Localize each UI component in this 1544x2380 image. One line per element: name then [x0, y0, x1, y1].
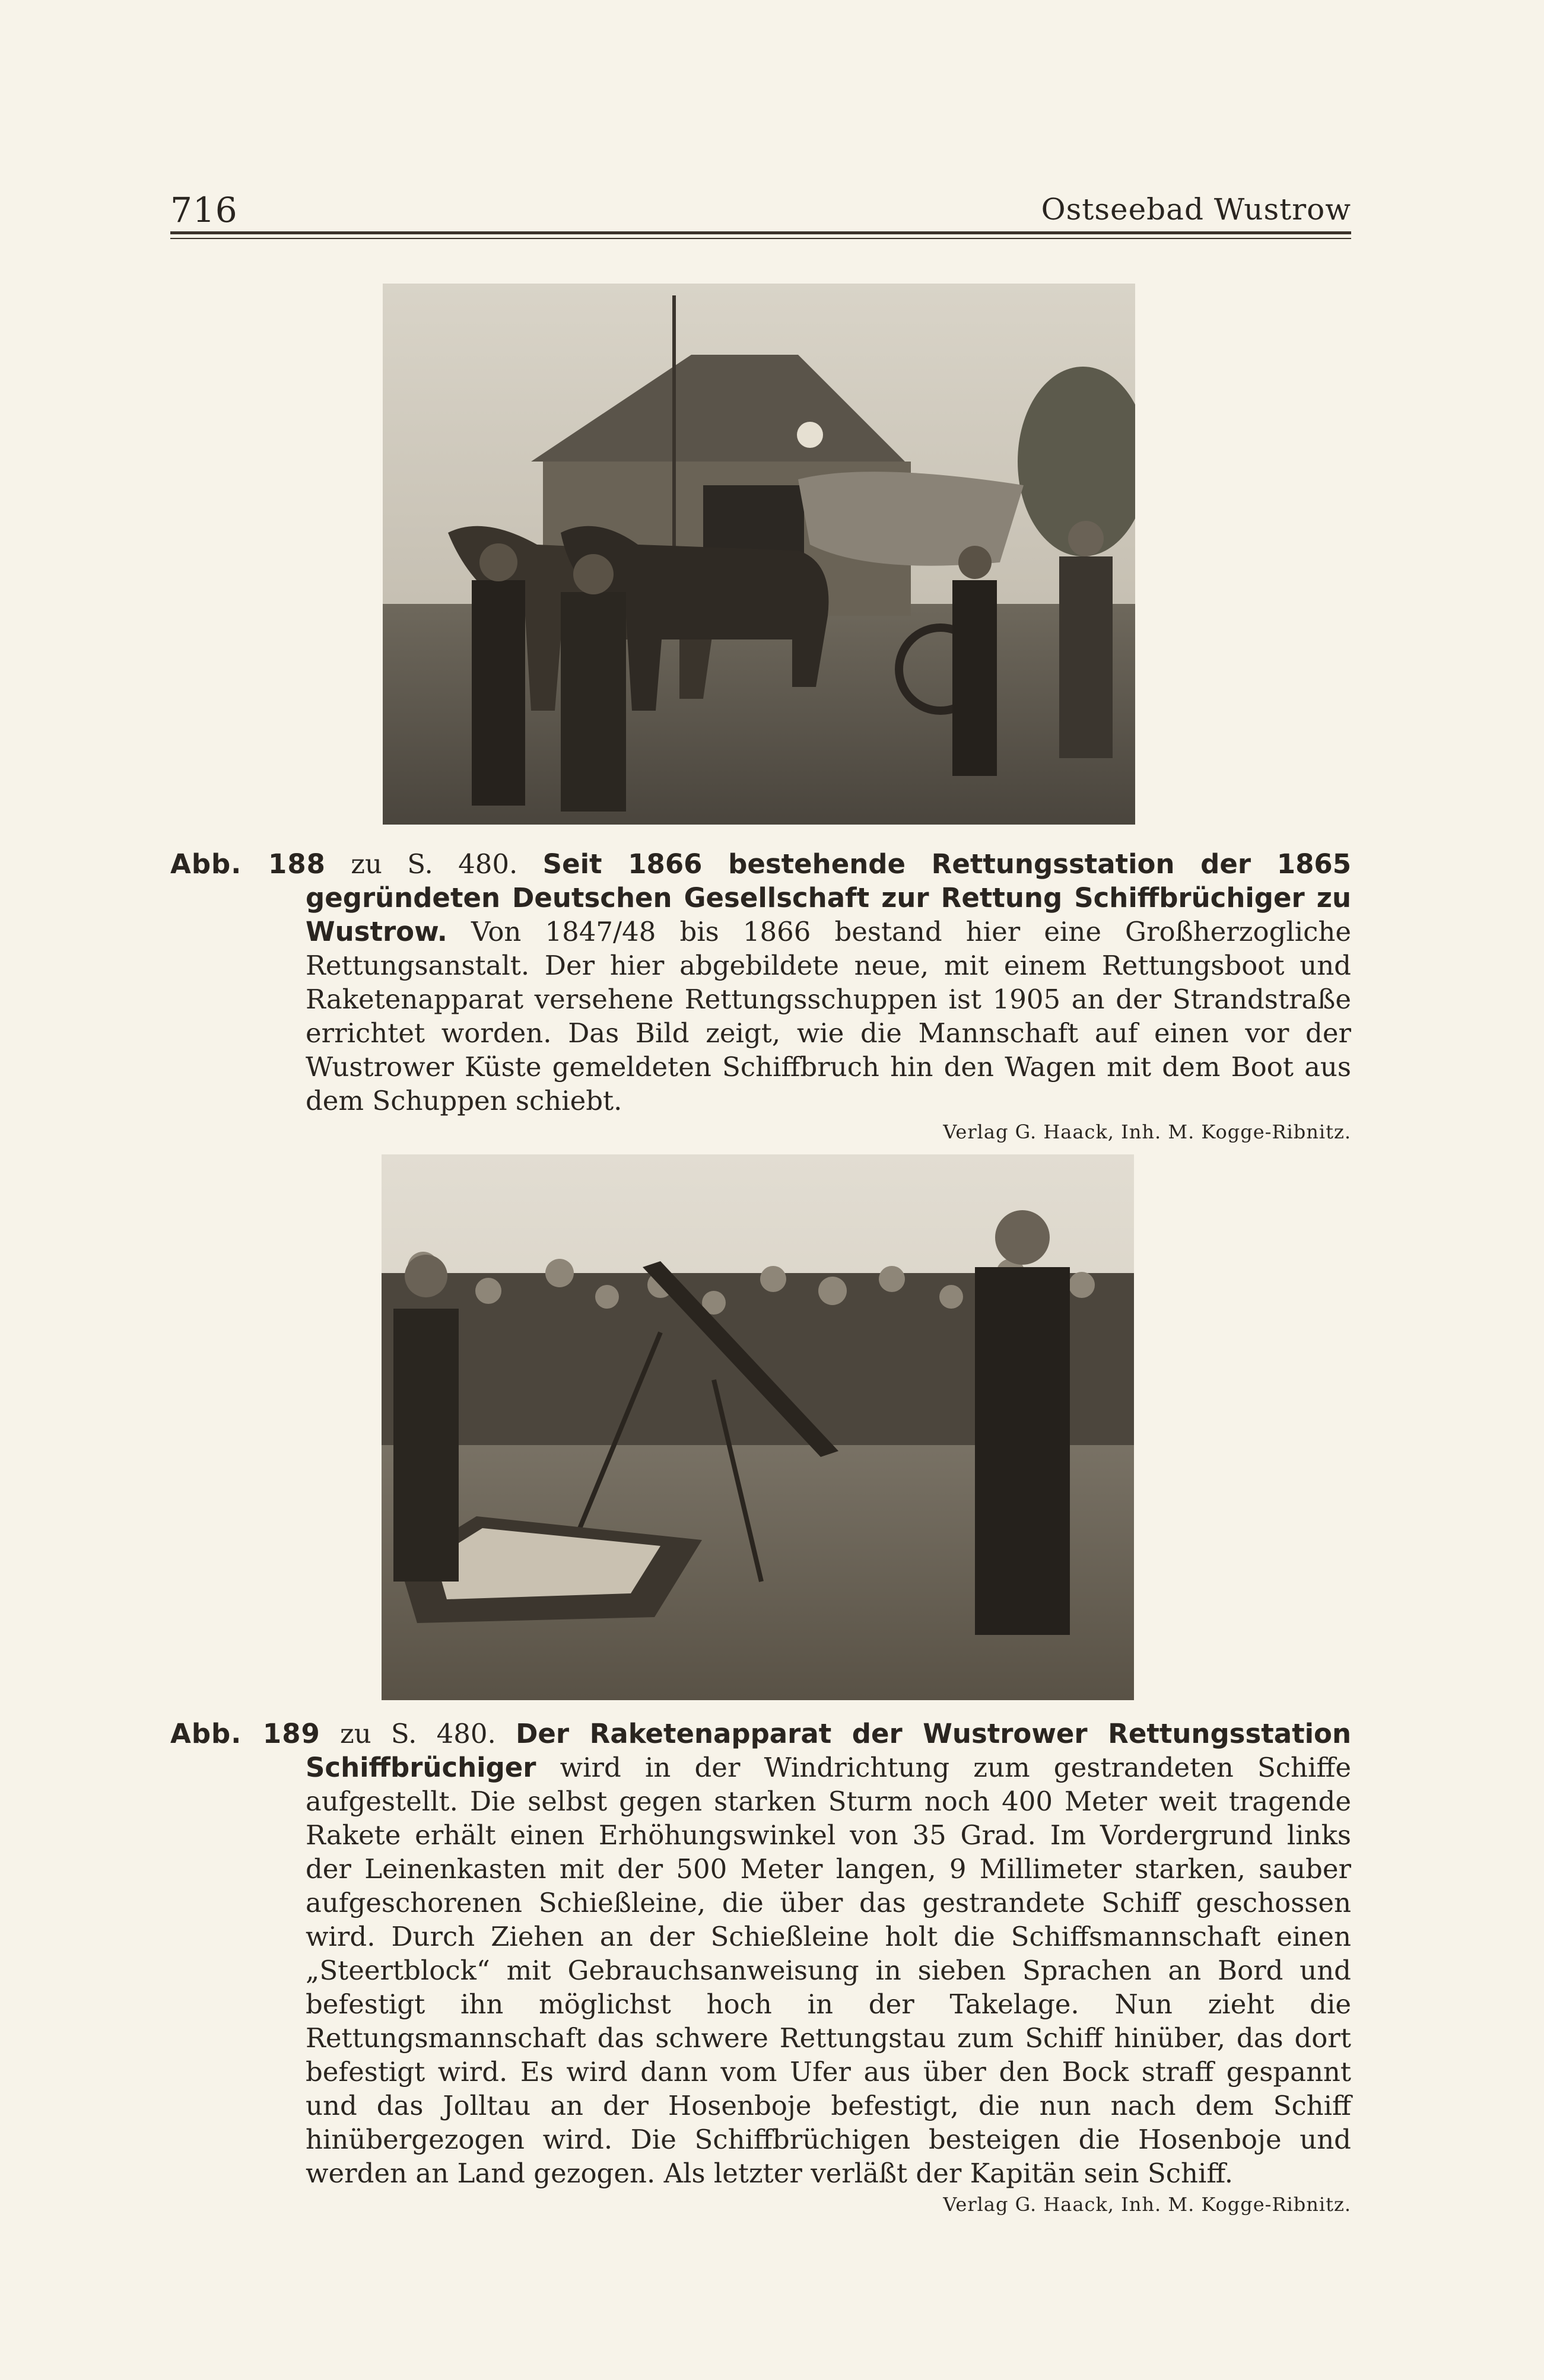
rescue-station-photo [383, 284, 1135, 825]
page-number: 716 [170, 190, 238, 230]
running-title: Ostseebad Wustrow [1041, 192, 1351, 227]
figure-label: Abb. 188 [170, 848, 326, 880]
figure-caption [170, 1717, 1351, 2217]
figure-caption [170, 847, 1351, 1145]
caption-body: Von 1847/48 bis 1866 bestand hier eine Großherzogliche Rettungsanstalt. Der hier abgebildete neue, mit einem Rettungsboot und Raketenapparat versehene Rettungsschuppen ist 1905 an der Strandstraße errichtet worden. Das Bild zeigt, wie die Mannschaft auf einen vor der Wustrower Küste gemeldeten Schiffbruch hin den Wagen mit dem Boot aus dem Schuppen schiebt. [306, 916, 1351, 1116]
caption-text [170, 1717, 1351, 2190]
page-reference: zu S. 480. [351, 848, 518, 880]
rocket-apparatus-photo [382, 1154, 1134, 1700]
caption-text [170, 847, 1351, 1118]
caption-body: wird in der Windrichtung zum gestrandeten Schiffe aufgestellt. Die selbst gegen starken Sturm noch 400 Meter weit tragende Rakete erhält einen Erhöhungswinkel von 35 Grad. Im Vordergrund links der Leinenkasten mit der 500 Meter langen, 9 Millimeter starken, sauber aufgeschorenen Schießleine, die über das gestrandete Schiff geschossen wird. Durch Ziehen an der Schießleine holt die Schiffsmannschaft einen „Steertblock“ mit Gebrauchsanweisung in sieben Sprachen an Bord und befestigt ihn möglichst hoch in der Takelage. Nun zieht die Rettungsmannschaft das schwere Rettungstau zum Schiff hinüber, das dort befestigt wird. Es wird dann vom Ufer aus über den Bock straff gespannt und das Jolltau an der Hosenboje befestigt, die nun nach dem Schiff hinübergezogen wird. Die Schiffbrüchigen besteigen die Hosenboje und werden an Land gezogen. Als letzter verläßt der Kapitän sein Schiff. [306, 1752, 1351, 2189]
figure-title: Der Raketenapparat der Wustrower Rettungsstation Schiffbrüchiger [306, 1718, 1351, 1783]
page-reference: zu S. 480. [340, 1718, 496, 1749]
header-rule-thin [170, 238, 1351, 239]
figure-label: Abb. 189 [170, 1718, 320, 1749]
photo-credit: Verlag G. Haack, Inh. M. Kogge-Ribnitz. [943, 2193, 1351, 2216]
figure-title: Seit 1866 bestehende Rettungsstation der 1865 gegründeten Deutschen Gesellschaft zur Rettung Schiffbrüchiger zu Wustrow. [306, 848, 1352, 947]
photo-credit: Verlag G. Haack, Inh. M. Kogge-Ribnitz. [943, 1121, 1351, 1143]
page-header [170, 184, 1351, 231]
header-rule-thick [170, 231, 1351, 234]
